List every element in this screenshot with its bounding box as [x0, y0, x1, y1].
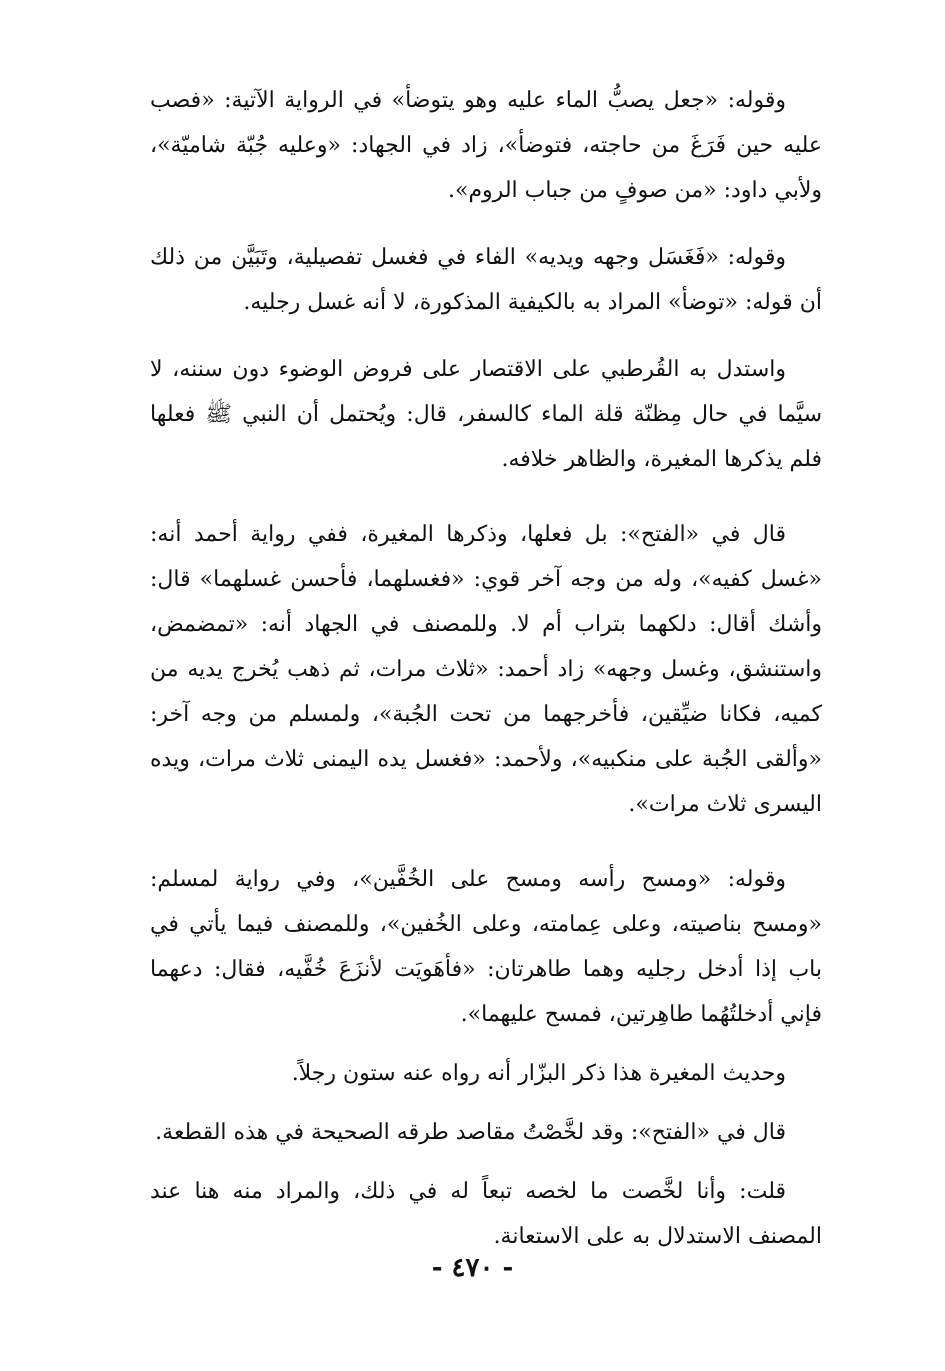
paragraph-1: وقوله: «جعل يصبُّ الماء عليه وهو يتوضأ» في الرواية الآتية: «فصب عليه حين فَرَغَ من حاجته، فتوضأ»، زاد في الجهاد: «وعليه جُبّة شاميّة»، ولأبي داود: «من صوفٍ من جباب الروم».	[150, 88, 822, 203]
paragraph-3: واستدل به القُرطبي على الاقتصار على فروض الوضوء دون سننه، لا سيَّما في حال مِظنّة قلة الماء كالسفر، قال: ويُحتمل أن النبي ﷺ فعلها فلم يذكرها المغيرة، والظاهر خلافه.	[150, 357, 822, 472]
page-number: - ٤٧٠ -	[431, 1253, 514, 1283]
paragraph-6: وحديث المغيرة هذا ذكر البزّار أنه رواه عنه ستون رجلاً.	[291, 1061, 786, 1086]
paragraph-7: قال في «الفتح»: وقد لخَّصْتُ مقاصد طرقه الصحيحة في هذه القطعة.	[155, 1120, 786, 1145]
paragraph-2: وقوله: «فَغَسَل وجهه ويديه» الفاء في فغسل تفصيلية، وتَبَيَّن من ذلك أن قوله: «توضأ» المراد به بالكيفية المذكورة، لا أنه غسل رجليه.	[150, 245, 822, 315]
paragraph-4: قال في «الفتح»: بل فعلها، وذكرها المغيرة، ففي رواية أحمد أنه: «غسل كفيه»، وله من وجه آخر قوي: «فغسلهما، فأحسن غسلهما» قال: وأشك أقال: دلكهما بتراب أم لا. وللمصنف في الجهاد أنه: «تمضمض، واستنشق، وغسل وجهه» زاد أحمد: «ثلاث مرات، ثم ذهب يُخرج يديه من كميه، فكانا ضيِّقين، فأخرجهما من تحت الجُبة»، ولمسلم من وجه آخر: «وألقى الجُبة على منكبيه»، ولأحمد: «فغسل يده اليمنى ثلاث مرات، ويده اليسرى ثلاث مرات».	[150, 522, 823, 817]
body-text	[150, 78, 822, 1259]
paragraph-8: قلت: وأنا لخَّصت ما لخصه تبعاً له في ذلك، والمراد منه هنا عند المصنف الاستدلال به على الاستعانة.	[150, 1179, 822, 1249]
paragraph-5: وقوله: «ومسح رأسه ومسح على الخُفَّين»، وفي رواية لمسلم: «ومسح بناصيته، وعلى عِمامته، وعلى الخُفين»، وللمصنف فيما يأتي في باب إذا أدخل رجليه وهما طاهرتان: «فأهَويَت لأنزَعَ خُفَّيه، فقال: دعهما فإني أدخلتُهُما طاهِرتين، فمسح عليهما».	[150, 867, 822, 1027]
